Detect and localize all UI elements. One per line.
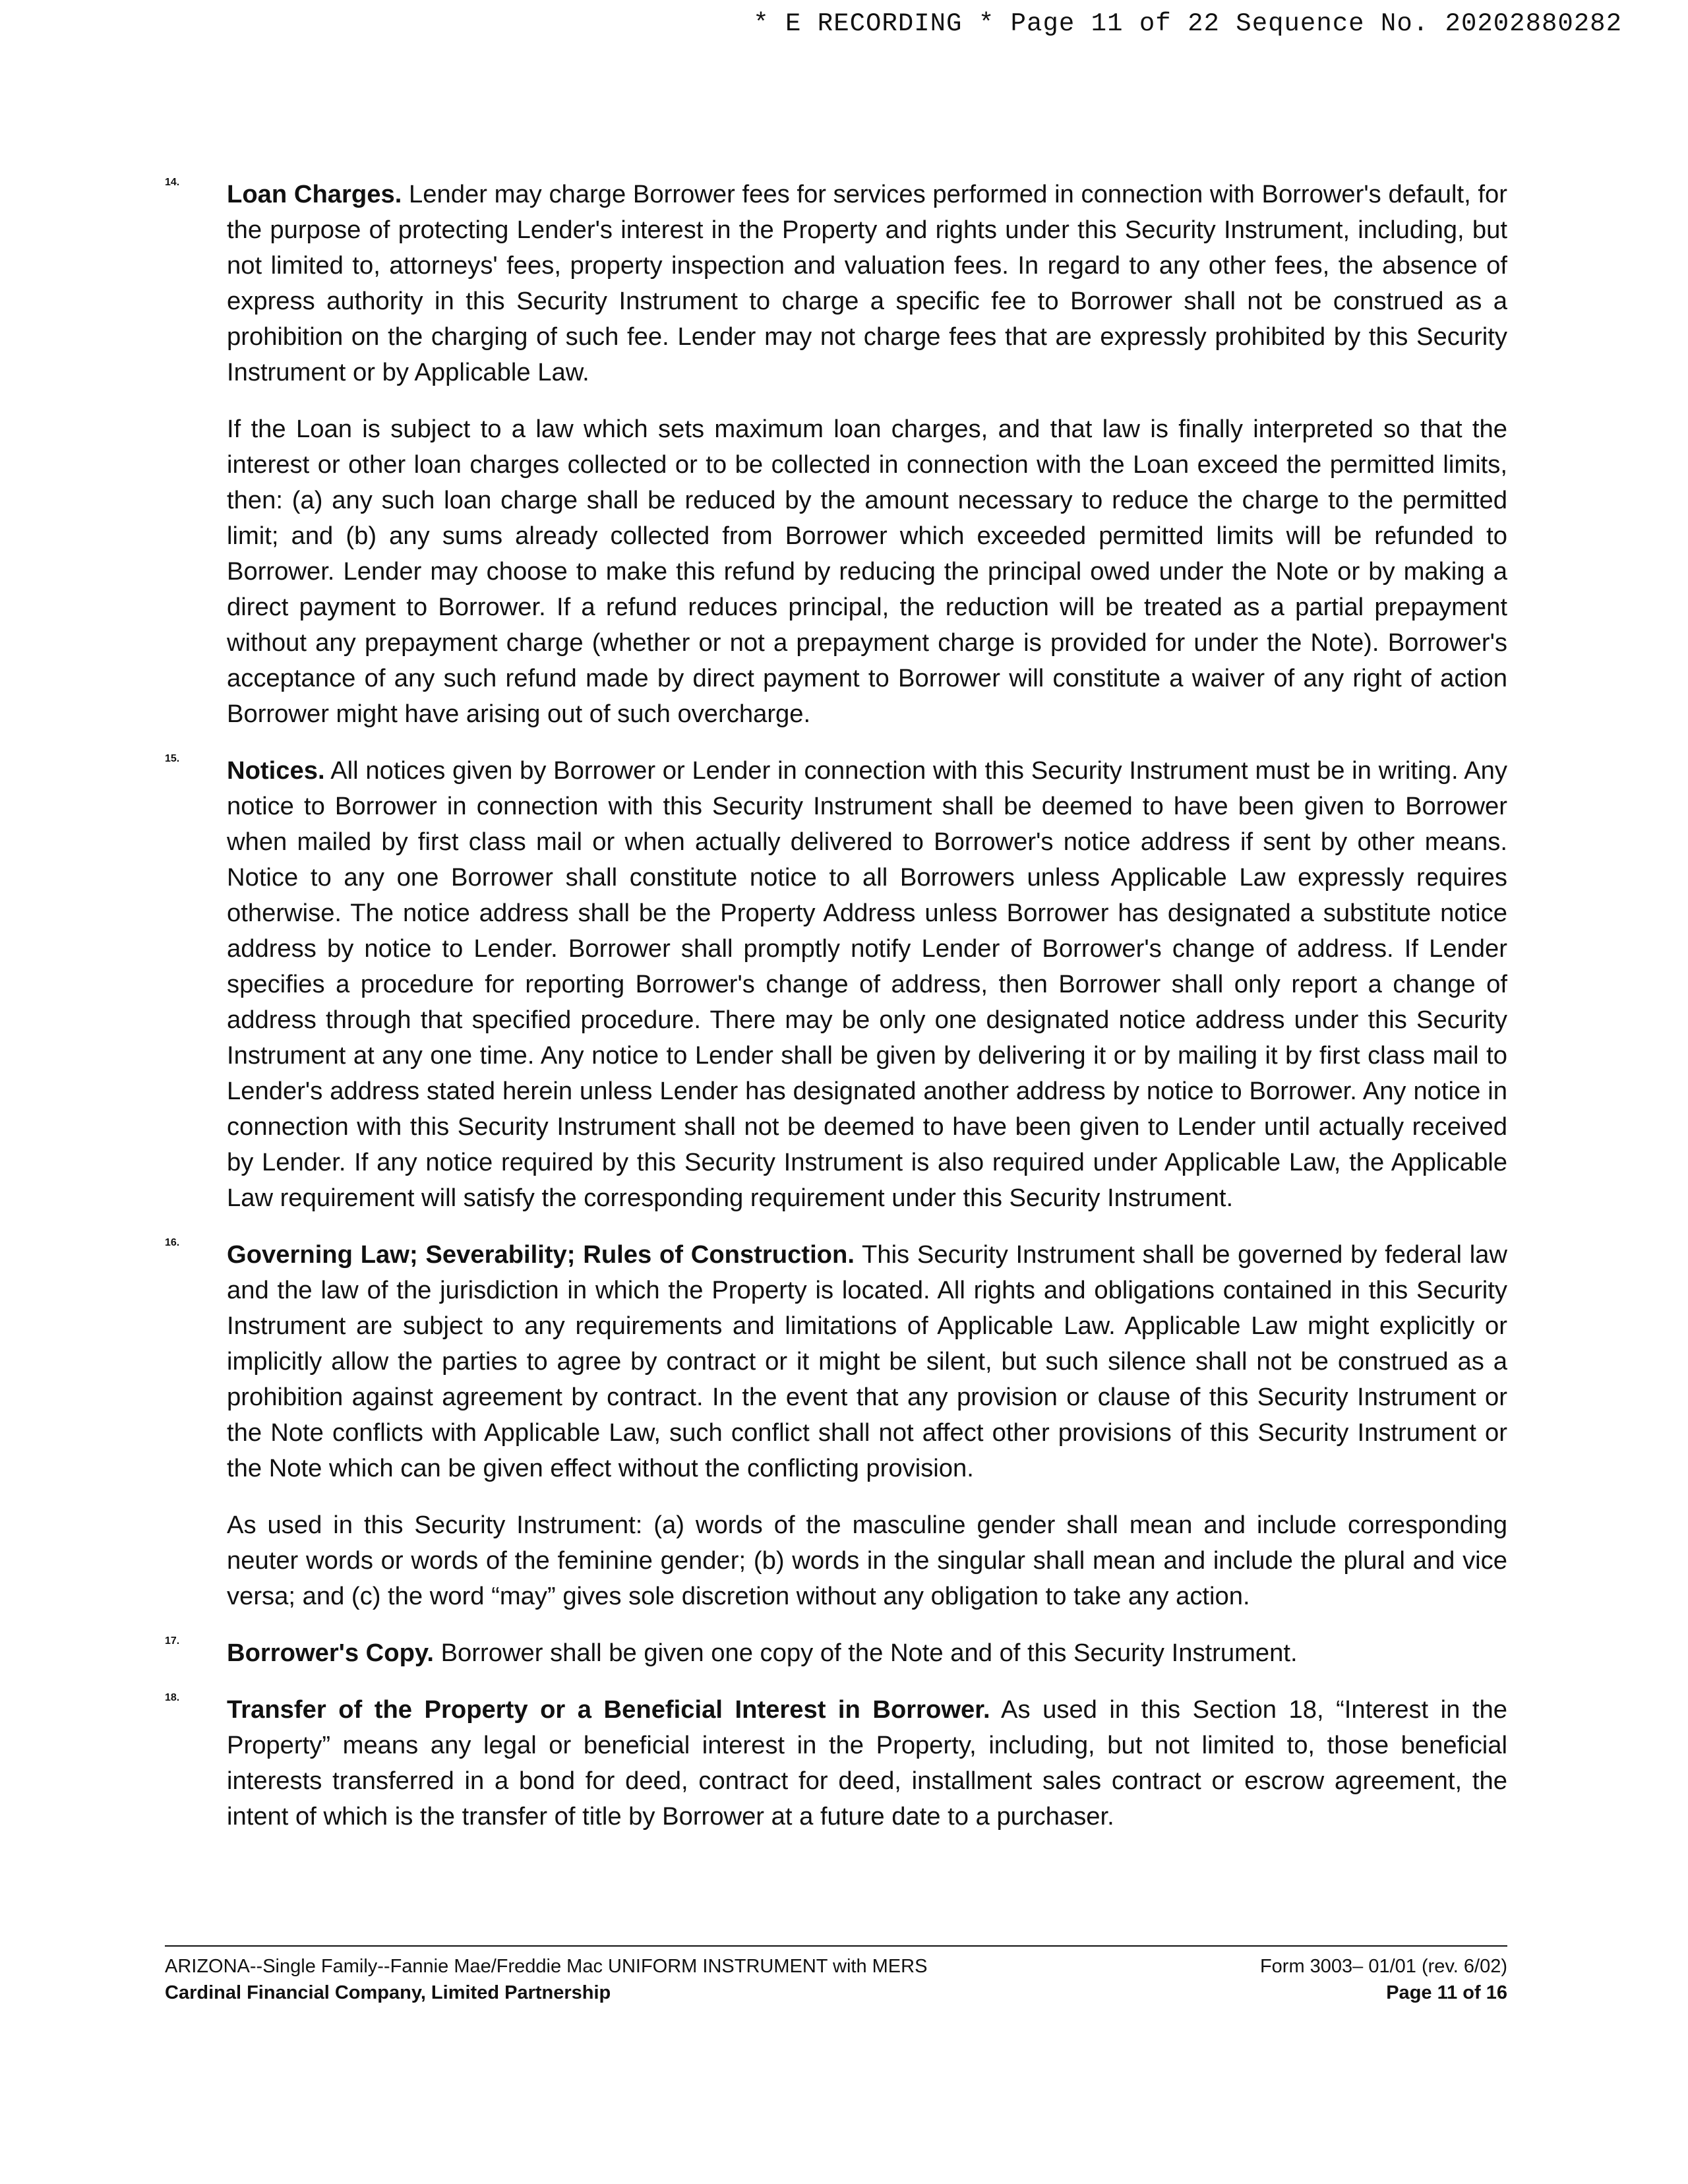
section-body: Lender may charge Borrower fees for services performed in connection with Borrower's default, for the purpose of protecting Lender's interest in the Property and rights under this Security Instrument, including, but not limited to, attorneys' fees, property inspection and valuation fees. In regard to any other fees, the absence of express authority in this Security Instrument to charge a specific fee to Borrower shall not be construed as a prohibition on the charging of such fee. Lender may not charge fees that are expressly prohibited by this Security Instrument or by Applicable Law. <box>227 180 1507 386</box>
section-number: 15. <box>165 753 180 764</box>
footer-row-top <box>165 1953 1507 1980</box>
section-number: 17. <box>165 1635 180 1647</box>
recording-header: * E RECORDING * Page 11 of 22 Sequence No. 20202880282 <box>753 9 1622 38</box>
section-16-governing-law <box>165 1237 1507 1614</box>
section-paragraph <box>227 1692 1507 1835</box>
section-paragraph <box>227 753 1507 1216</box>
section-title: Borrower's Copy. <box>227 1639 434 1667</box>
section-number: 18. <box>165 1692 180 1703</box>
section-paragraph <box>227 1237 1507 1486</box>
section-body: As used in this Section 18, “Interest in the Property” means any legal or beneficial interest in the Property, including, but not limited to, those beneficial interests transferred in a bond for deed, contract for deed, installment sales contract or escrow agreement, the intent of which is the transfer of title by Borrower at a future date to a purchaser. <box>227 1695 1507 1831</box>
section-body: This Security Instrument shall be governed by federal law and the law of the jurisdiction in which the Property is located. All rights and obligations contained in this Security Instrument are subject to any requirements and limitations of Applicable Law. Applicable Law might explicitly or implicitly allow the parties to agree by contract or it might be silent, but such silence shall not be construed as a prohibition against agreement by contract. In the event that any provision or clause of this Security Instrument or the Note conflicts with Applicable Law, such conflict shall not affect other provisions of this Security Instrument or the Note which can be given effect without the conflicting provision. <box>227 1240 1507 1482</box>
section-number: 16. <box>165 1237 180 1248</box>
footer-page-number: Page 11 of 16 <box>1386 1982 1507 2003</box>
section-paragraph <box>227 1635 1507 1671</box>
document-body <box>165 177 1507 1856</box>
section-title: Loan Charges. <box>227 180 402 208</box>
section-body: Borrower shall be given one copy of the Note and of this Security Instrument. <box>440 1639 1298 1667</box>
section-title: Governing Law; Severability; Rules of Construction. <box>227 1240 855 1269</box>
section-title: Notices. <box>227 756 325 785</box>
section-number: 14. <box>165 177 180 188</box>
section-15-notices <box>165 753 1507 1216</box>
section-title: Transfer of the Property or a Beneficial Interest in Borrower. <box>227 1695 990 1724</box>
footer-form-number: Form 3003– 01/01 (rev. 6/02) <box>1259 1956 1507 1977</box>
footer-form-title: ARIZONA--Single Family--Fannie Mae/Freddie Mac UNIFORM INSTRUMENT with MERS <box>165 1956 928 1977</box>
section-17-borrowers-copy <box>165 1635 1507 1671</box>
footer-company: Cardinal Financial Company, Limited Partnership <box>165 1982 611 2003</box>
section-body: All notices given by Borrower or Lender in connection with this Security Instrument must be in writing. Any notice to Borrower in connection with this Security Instrument shall be deemed to have been given to Borrower when mailed by first class mail or when actually delivered to Borrower's notice address if sent by other means. Notice to any one Borrower shall constitute notice to all Borrowers unless Applicable Law expressly requires otherwise. The notice address shall be the Property Address unless Borrower has designated a substitute notice address by notice to Lender. Borrower shall promptly notify Lender of Borrower's change of address. If Lender specifies a procedure for reporting Borrower's change of address, then Borrower shall only report a change of address through that specified procedure. There may be only one designated notice address under this Security Instrument at any one time. Any notice to Lender shall be given by delivering it or by mailing it by first class mail to Lender's address stated herein unless Lender has designated another address by notice to Borrower. Any notice in connection with this Security Instrument shall not be deemed to have been given to Lender until actually received by Lender. If any notice required by this Security Instrument is also required under Applicable Law, the Applicable Law requirement will satisfy the corresponding requirement under this Security Instrument. <box>227 756 1507 1212</box>
section-18-transfer-of-property <box>165 1692 1507 1835</box>
section-paragraph-2: As used in this Security Instrument: (a) words of the masculine gender shall mean and include corresponding neuter words or words of the feminine gender; (b) words in the singular shall mean and include the plural and vice versa; and (c) the word “may” gives sole discretion without any obligation to take any action. <box>227 1511 1507 1610</box>
page-footer <box>165 1945 1507 2006</box>
section-paragraph-2: If the Loan is subject to a law which sets maximum loan charges, and that law is finally interpreted so that the interest or other loan charges collected or to be collected in connection with the Loan exceed the permitted limits, then: (a) any such loan charge shall be reduced by the amount necessary to reduce the charge to the permitted limit; and (b) any sums already collected from Borrower which exceeded permitted limits will be refunded to Borrower. Lender may choose to make this refund by reducing the principal owed under the Note or by making a direct payment to Borrower. If a refund reduces principal, the reduction will be treated as a partial prepayment without any prepayment charge (whether or not a prepayment charge is provided for under the Note). Borrower's acceptance of any such refund made by direct payment to Borrower will constitute a waiver of any right of action Borrower might have arising out of such overcharge. <box>227 415 1507 728</box>
section-14-loan-charges <box>165 177 1507 732</box>
footer-row-bottom <box>165 1980 1507 2006</box>
section-paragraph <box>227 177 1507 390</box>
